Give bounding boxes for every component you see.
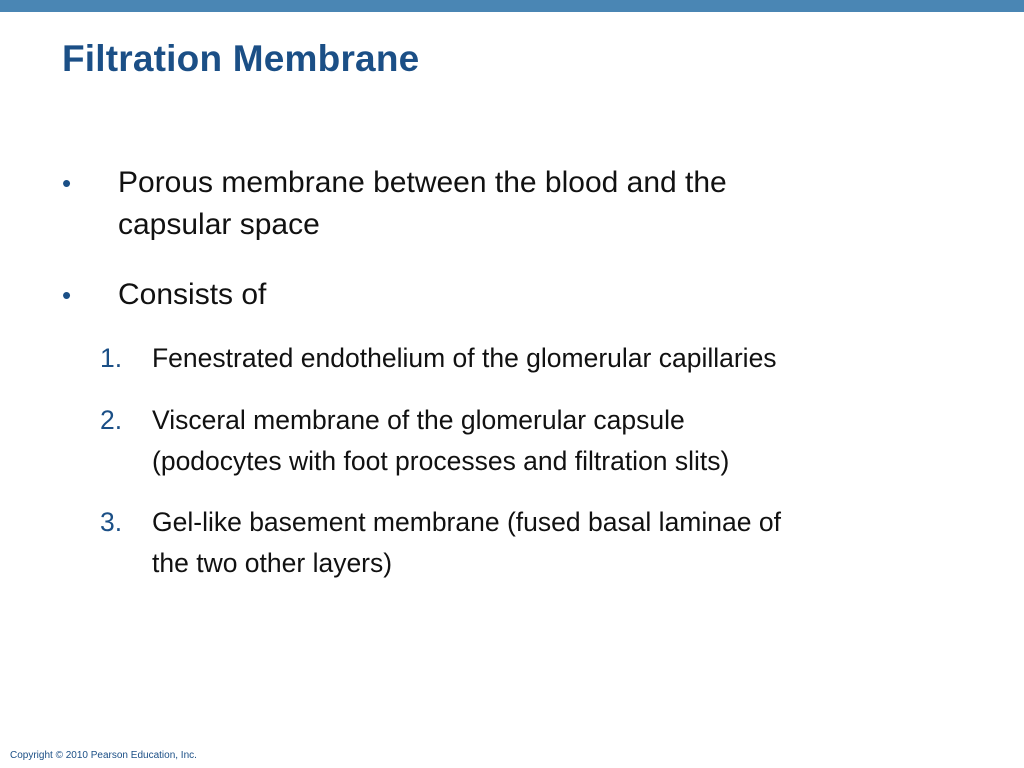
numbered-text: [152, 338, 972, 379]
numbered-line: the two other layers): [152, 548, 393, 578]
top-accent-bar: [0, 0, 1024, 12]
bullet-marker: •: [62, 280, 72, 310]
slide-title: Filtration Membrane: [62, 38, 420, 79]
numbered-text: [152, 400, 972, 482]
bullet-text: [118, 274, 978, 316]
number-marker: 1.: [100, 343, 123, 373]
number-marker: 2.: [100, 405, 123, 435]
numbered-line: (podocytes with foot processes and filtration slits): [152, 446, 730, 476]
number-marker: 3.: [100, 507, 123, 537]
bullet-line: Consists of: [118, 278, 267, 311]
numbered-line: Visceral membrane of the glomerular capsule: [152, 405, 685, 435]
bullet-marker: •: [62, 168, 72, 198]
bullet-line: capsular space: [118, 208, 320, 241]
bullet-text: [118, 162, 978, 246]
copyright-notice: Copyright © 2010 Pearson Education, Inc.: [10, 750, 197, 761]
numbered-line: Fenestrated endothelium of the glomerular capillaries: [152, 343, 777, 373]
numbered-text: [152, 502, 972, 584]
numbered-line: Gel-like basement membrane (fused basal laminae of: [152, 507, 781, 537]
bullet-line: Porous membrane between the blood and the: [118, 166, 727, 199]
